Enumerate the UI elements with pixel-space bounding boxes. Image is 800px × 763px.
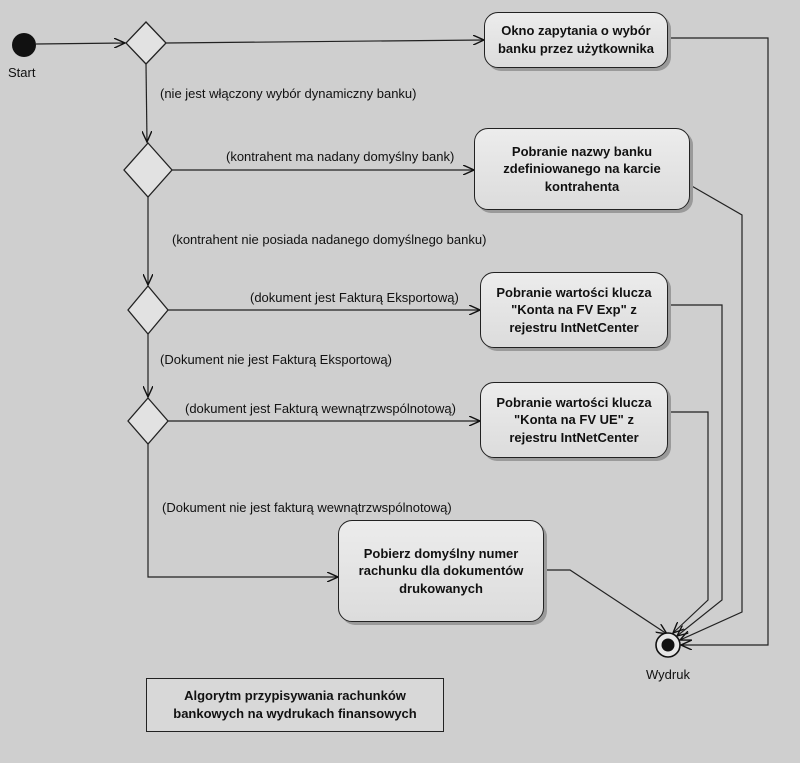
action-bank-choice-dialog: Okno zapytania o wybór banku przez użytkownika bbox=[484, 12, 668, 68]
decision-3 bbox=[128, 286, 168, 334]
edge-a4-end bbox=[668, 412, 708, 633]
edge-d1-a1 bbox=[166, 40, 484, 43]
guard-export-invoice: (dokument jest Fakturą Eksportową) bbox=[250, 290, 459, 305]
guard-no-dynamic-bank: (nie jest włączony wybór dynamiczny banku) bbox=[160, 86, 417, 101]
end-node-dot bbox=[662, 639, 675, 652]
guard-no-default-bank: (kontrahent nie posiada nadanego domyślnego banku) bbox=[172, 232, 487, 247]
decision-2 bbox=[124, 143, 172, 197]
action-default-account: Pobierz domyślny numer rachunku dla dokumentów drukowanych bbox=[338, 520, 544, 622]
start-label: Start bbox=[8, 65, 36, 80]
guard-not-eu-invoice: (Dokument nie jest fakturą wewnątrzwspólnotową) bbox=[162, 500, 452, 515]
end-label: Wydruk bbox=[646, 667, 690, 682]
edge-start-d1 bbox=[36, 43, 125, 44]
action-eu-invoice-key: Pobranie wartości klucza "Konta na FV UE" z rejestru IntNetCenter bbox=[480, 382, 668, 458]
edge-a5-end bbox=[545, 570, 667, 634]
guard-eu-invoice: (dokument jest Fakturą wewnątrzwspólnotową) bbox=[185, 401, 456, 416]
edge-a3-end bbox=[668, 305, 722, 636]
diagram-caption: Algorytm przypisywania rachunków bankowych na wydrukach finansowych bbox=[146, 678, 444, 732]
start-node bbox=[12, 33, 36, 57]
edge-d1-d2 bbox=[146, 64, 147, 142]
guard-not-export-invoice: (Dokument nie jest Fakturą Eksportową) bbox=[160, 352, 392, 367]
action-contractor-bank-name: Pobranie nazwy banku zdefiniowanego na karcie kontrahenta bbox=[474, 128, 690, 210]
decision-1 bbox=[126, 22, 166, 64]
decision-4 bbox=[128, 398, 168, 444]
guard-has-default-bank: (kontrahent ma nadany domyślny bank) bbox=[226, 149, 455, 164]
action-export-invoice-key: Pobranie wartości klucza "Konta na FV Exp" z rejestru IntNetCenter bbox=[480, 272, 668, 348]
